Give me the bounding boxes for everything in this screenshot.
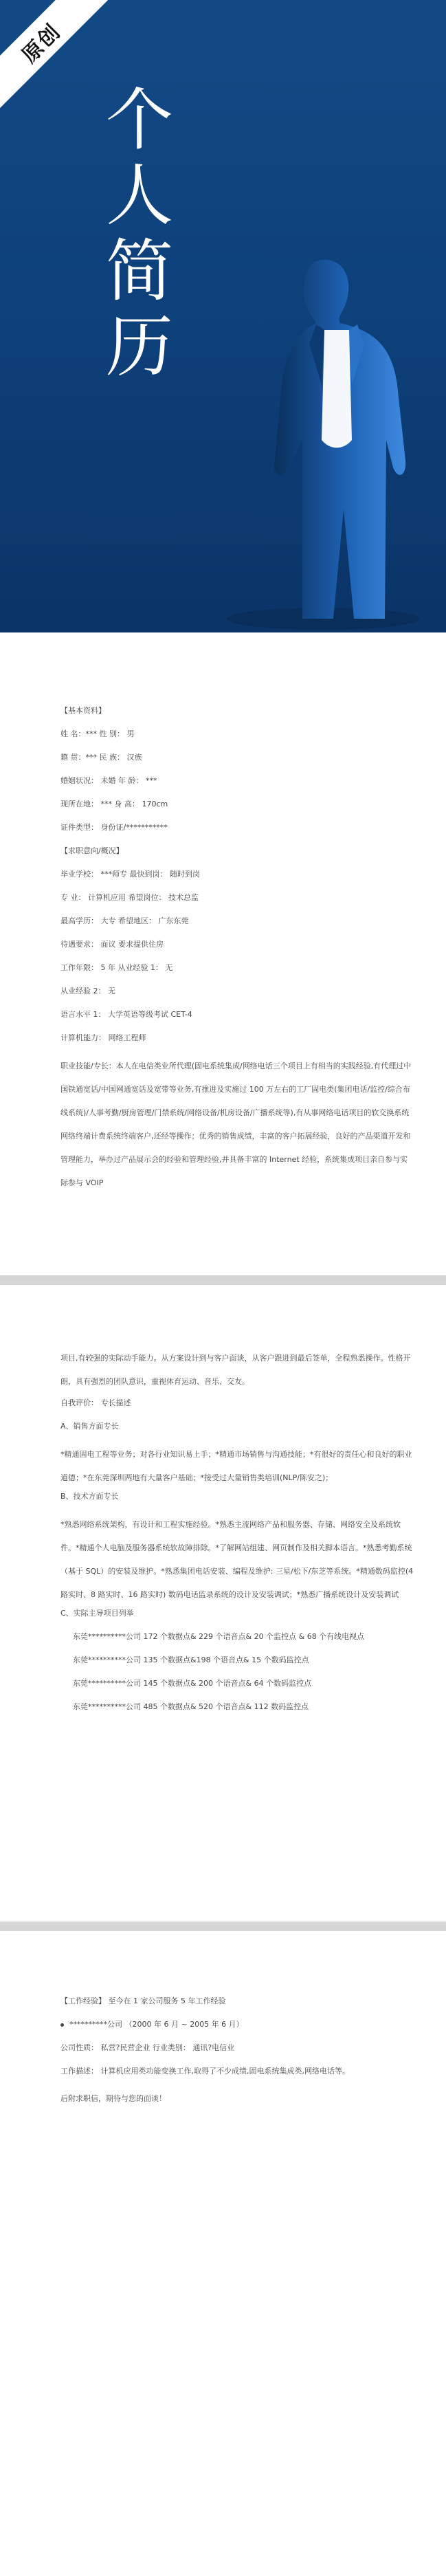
- text-line: 籍 贯：*** 民 族： 汉族: [60, 753, 142, 762]
- text-line: 计算机能力： 网络工程师: [60, 1033, 146, 1042]
- resume-page-2: [0, 1285, 446, 1807]
- text-line: 最高学历： 大专 希望地区： 广东东莞: [60, 916, 189, 925]
- text-line: 【基本资料】: [60, 706, 106, 715]
- expertise-section: [60, 1347, 415, 1724]
- cover-banner: [0, 0, 446, 632]
- sales-heading: A、销售方面专长: [60, 1422, 119, 1431]
- page-separator: [0, 1922, 446, 1931]
- businessman-silhouette-icon: [206, 234, 440, 632]
- cover-title: [106, 82, 188, 385]
- text-line: 专 业： 计算机应用 希望岗位： 技术总监: [60, 893, 199, 902]
- work-heading: 【工作经验】 至今在 1 家公司服务 5 年工作经验: [60, 1996, 226, 2005]
- text-line: 现所在地： *** 身 高： 170cm: [60, 800, 168, 808]
- project-item: 东莞**********公司 172 个数据点& 229 个语音点& 20 个监控点 & 68 个有线电视点: [73, 1632, 365, 1641]
- company-nature: 公司性质： 私营?民营企业 行业类别： 通讯?电信业: [60, 2043, 235, 2052]
- cover-title-char: 人: [106, 157, 174, 235]
- project-item: 东莞**********公司 485 个数据点& 520 个语音点& 112 数码监控点: [73, 1702, 309, 1711]
- skills-paragraph: 职业技能/专长：本人在电信类业所代理(固电系统集成/网络电话三个项目上有相当的实践经验,有代理过中国铁通宽话/中国网通宽话及宽带等业务,有推进及实施过 100 万左右的工厂固电类(集团电话/监控/综合布线系统)/人事考勤/厨房管理/门禁系统/网络设备/机房设备/广播系统等),有从事网络电话项目的软交换系统网络终端计费系统终端客户,还经等操作；优秀的销售成绩，丰富的客户拓展经验，良好的产品渠道开发和管理能力，举办过产品展示会的经验和管理经验,并具备丰富的 Internet 经验，系统集成项目亲自参与实际参与 VOIP: [60, 1061, 412, 1187]
- text-line: 姓 名：*** 性 别： 男: [60, 729, 135, 738]
- text-line: 待遇要求： 面议 要求提供住房: [60, 940, 164, 949]
- basic-info-section: [60, 704, 415, 1195]
- text-line: 从业经验 2： 无: [60, 987, 115, 995]
- resume-page-1: [0, 632, 446, 1361]
- text-line: 【求职意向/概况】: [60, 846, 124, 855]
- ribbon-band: [0, 0, 110, 110]
- text-line: 语言水平 1： 大学英语等级考试 CET-4: [60, 1010, 192, 1019]
- self-eval-heading: 自我评价： 专长描述: [60, 1398, 131, 1407]
- resume-page-3: [0, 1931, 446, 2576]
- projects-heading: C、实际主导项目列举: [60, 1609, 134, 1618]
- work-experience-section: [60, 1994, 415, 2115]
- text-line: 证件类型： 身份证/***********: [60, 823, 168, 832]
- cover-title-char: 简: [106, 232, 174, 311]
- text-line: 工作年限： 5 年 从业经验 1： 无: [60, 963, 173, 972]
- original-ribbon: [0, 0, 110, 110]
- tech-paragraph: *熟悉网络系统架构，有设计和工程实施经验。*熟悉主流网络产品和服务器、存储、网络安全及系统软件。*精通个人电脑及服务器系统软故障排除。*了解网站组建、网页制作及相关脚本语言。*熟悉考勤系统（基于 SQL）的安装及维护。*熟悉集团电话安装、编程及维护: 三星/松下/东芝等系统。*精通数码监控(4 路实时、8 路实时、16 路实时) 数码电话监录系统的设计及安装调试；*熟悉广播系统设计及安装调试: [60, 1520, 414, 1599]
- ribbon-text: 原创: [17, 19, 66, 68]
- closing-line: 后附求职信，期待与您的面谈！: [60, 2094, 166, 2103]
- company-line: [60, 2018, 415, 2041]
- sales-paragraph: *精通固电工程等业务；对各行业知识易上手；*精通市场销售与沟通技能；*有很好的责任心和良好的职业道德；*在东莞深圳两地有大量客户基础；*接受过大量销售类培训(NLP/陈安之)；: [60, 1450, 412, 1482]
- company-text: **********公司 （2000 年 6 月 ~ 2005 年 6 月）: [69, 2020, 244, 2029]
- skills-paragraph-cont: 项目,有较强的实际动手能力。从方案设计到与客户面谈，从客户跟进到最后签单，全程熟悉操作。性格开朗，具有强烈的团队意识，重视体育运动、音乐、交友。: [60, 1354, 411, 1386]
- cover-title-char: 个: [106, 81, 174, 159]
- tech-heading: B、技术方面专长: [60, 1492, 119, 1501]
- text-line: 毕业学校： ***师专 最快到岗： 随时到岗: [60, 870, 200, 879]
- page-separator: [0, 1275, 446, 1285]
- project-item: 东莞**********公司 145 个数据点& 200 个语音点& 64 个数码监控点: [73, 1679, 312, 1688]
- project-item: 东莞**********公司 135 个数据点&198 个语音点& 15 个数码监控点: [73, 1655, 309, 1664]
- bullet-icon: [60, 2023, 64, 2027]
- work-description: 工作描述： 计算机应用类功能变换工作,取得了不少成绩,固电系统集成类,网络电话等。: [60, 2067, 350, 2076]
- cover-title-char: 历: [106, 308, 174, 386]
- text-line: 婚姻状况： 未婚 年 龄： ***: [60, 776, 157, 785]
